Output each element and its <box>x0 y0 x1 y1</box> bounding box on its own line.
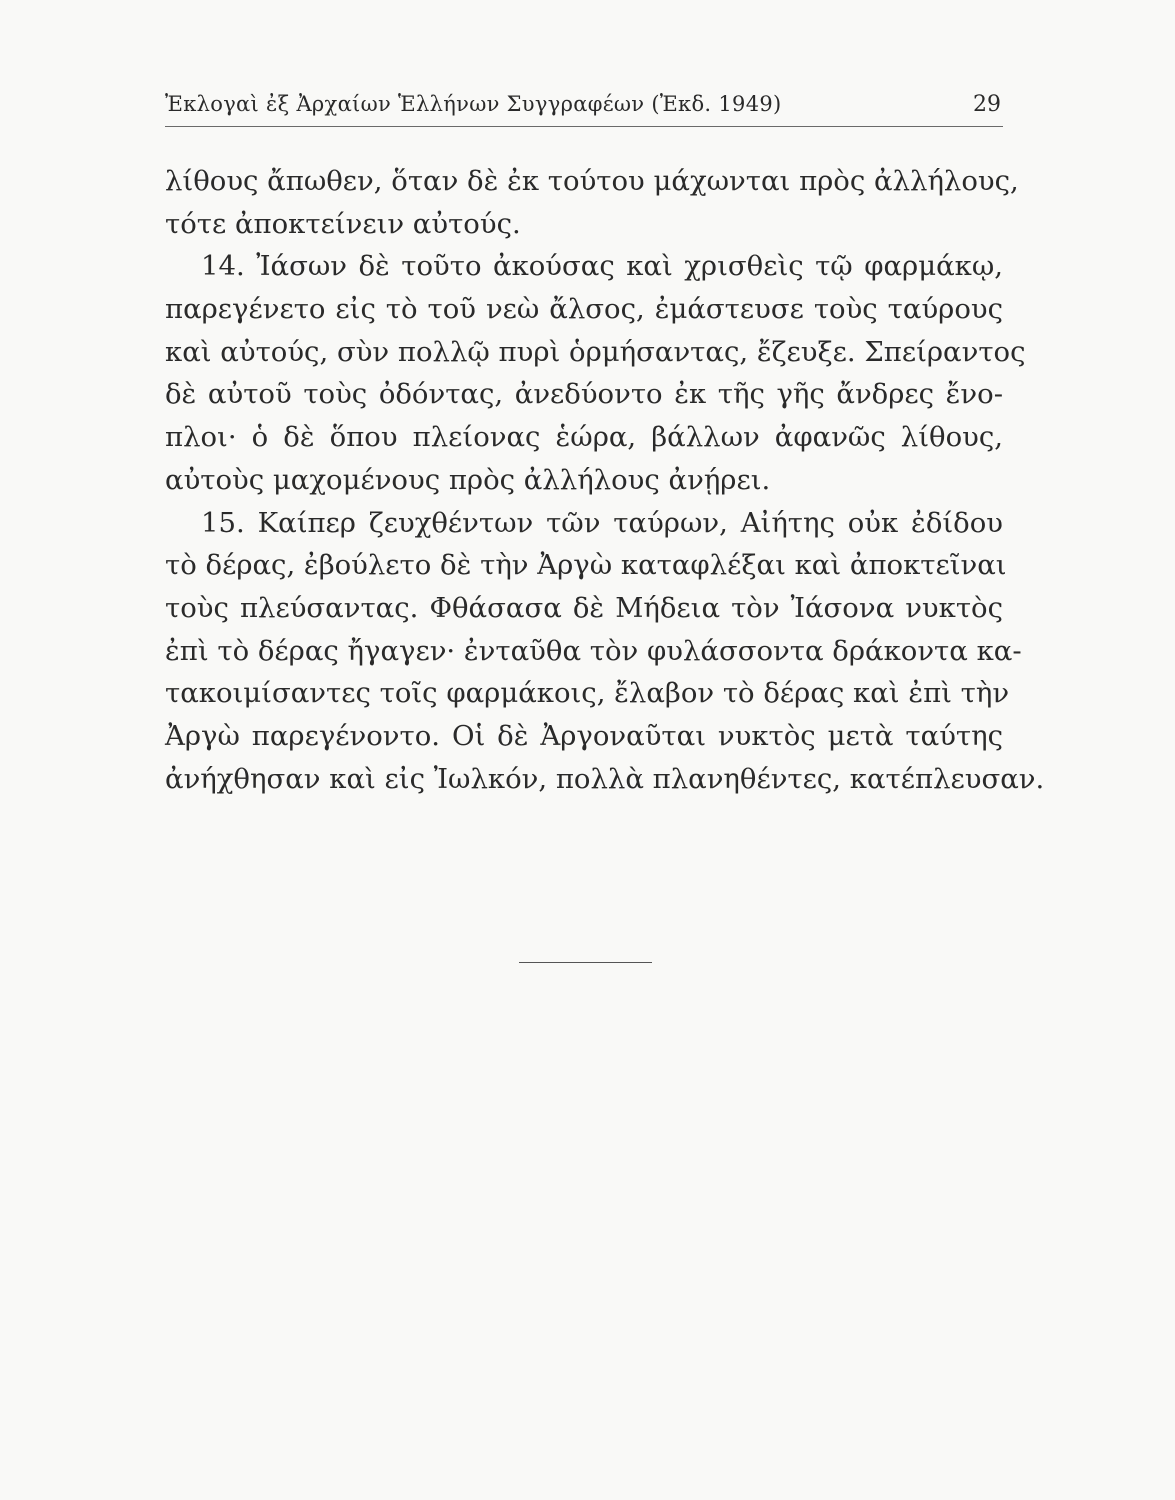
text-line: παρεγένετο εἰς τὸ τοῦ νεὼ ἄλσος, ἐμάστευσε τοὺς ταύρους <box>165 293 1003 326</box>
body-text <box>165 160 1045 800</box>
header-rule <box>165 126 1003 127</box>
text-line: ἀνήχθησαν καὶ εἰς Ἰωλκόν, πολλὰ πλανηθέντες, κατέπλευσαν. <box>165 762 1045 795</box>
text-line: καὶ αὐτούς, σὺν πολλῷ πυρὶ ὁρμήσαντας, ἔζευξε. Σπείραντος <box>165 335 1026 368</box>
text-line: τοὺς πλεύσαντας. Φθάσασα δὲ Μήδεια τὸν Ἰάσονα νυκτὸς <box>165 591 1003 624</box>
running-header-title: Ἐκλογαὶ ἐξ Ἀρχαίων Ἑλλήνων Συγγραφέων (Ἐκδ. 1949) <box>165 92 782 116</box>
text-line: δὲ αὐτοῦ τοὺς ὀδόντας, ἀνεδύοντο ἐκ τῆς γῆς ἄνδρες ἔνο- <box>165 378 1003 411</box>
text-line: ἐπὶ τὸ δέρας ἤγαγεν· ἐνταῦθα τὸν φυλάσσοντα δράκοντα κα- <box>165 634 1022 667</box>
paragraph-15-first-line: 15. Καίπερ ζευχθέντων τῶν ταύρων, Αἰήτης οὐκ ἐδίδου <box>201 506 1003 539</box>
paragraph-14-first-line: 14. Ἰάσων δὲ τοῦτο ἀκούσας καὶ χρισθεὶς τῷ φαρμάκῳ, <box>201 250 1003 283</box>
page-number: 29 <box>973 92 1001 117</box>
text-line: Ἀργὼ παρεγένοντο. Οἱ δὲ Ἀργοναῦται νυκτὸς μετὰ ταύτης <box>165 719 1003 752</box>
section-end-rule <box>519 962 652 963</box>
text-line: αὐτοὺς μαχομένους πρὸς ἀλλήλους ἀνῄρει. <box>165 463 771 496</box>
text-line: λίθους ἄπωθεν, ὅταν δὲ ἐκ τούτου μάχωνται πρὸς ἀλλήλους, <box>165 165 1019 197</box>
text-line: πλοι· ὁ δὲ ὅπου πλείονας ἑώρα, βάλλων ἀφανῶς λίθους, <box>165 421 1003 454</box>
text-line: τὸ δέρας, ἐβούλετο δὲ τὴν Ἀργὼ καταφλέξαι καὶ ἀποκτεῖναι <box>165 549 1007 582</box>
text-line: τότε ἀποκτείνειν αὐτούς. <box>165 207 521 240</box>
text-line: τακοιμίσαντες τοῖς φαρμάκοις, ἔλαβον τὸ δέρας καὶ ἐπὶ τὴν <box>165 677 1010 710</box>
running-header <box>165 92 1003 122</box>
